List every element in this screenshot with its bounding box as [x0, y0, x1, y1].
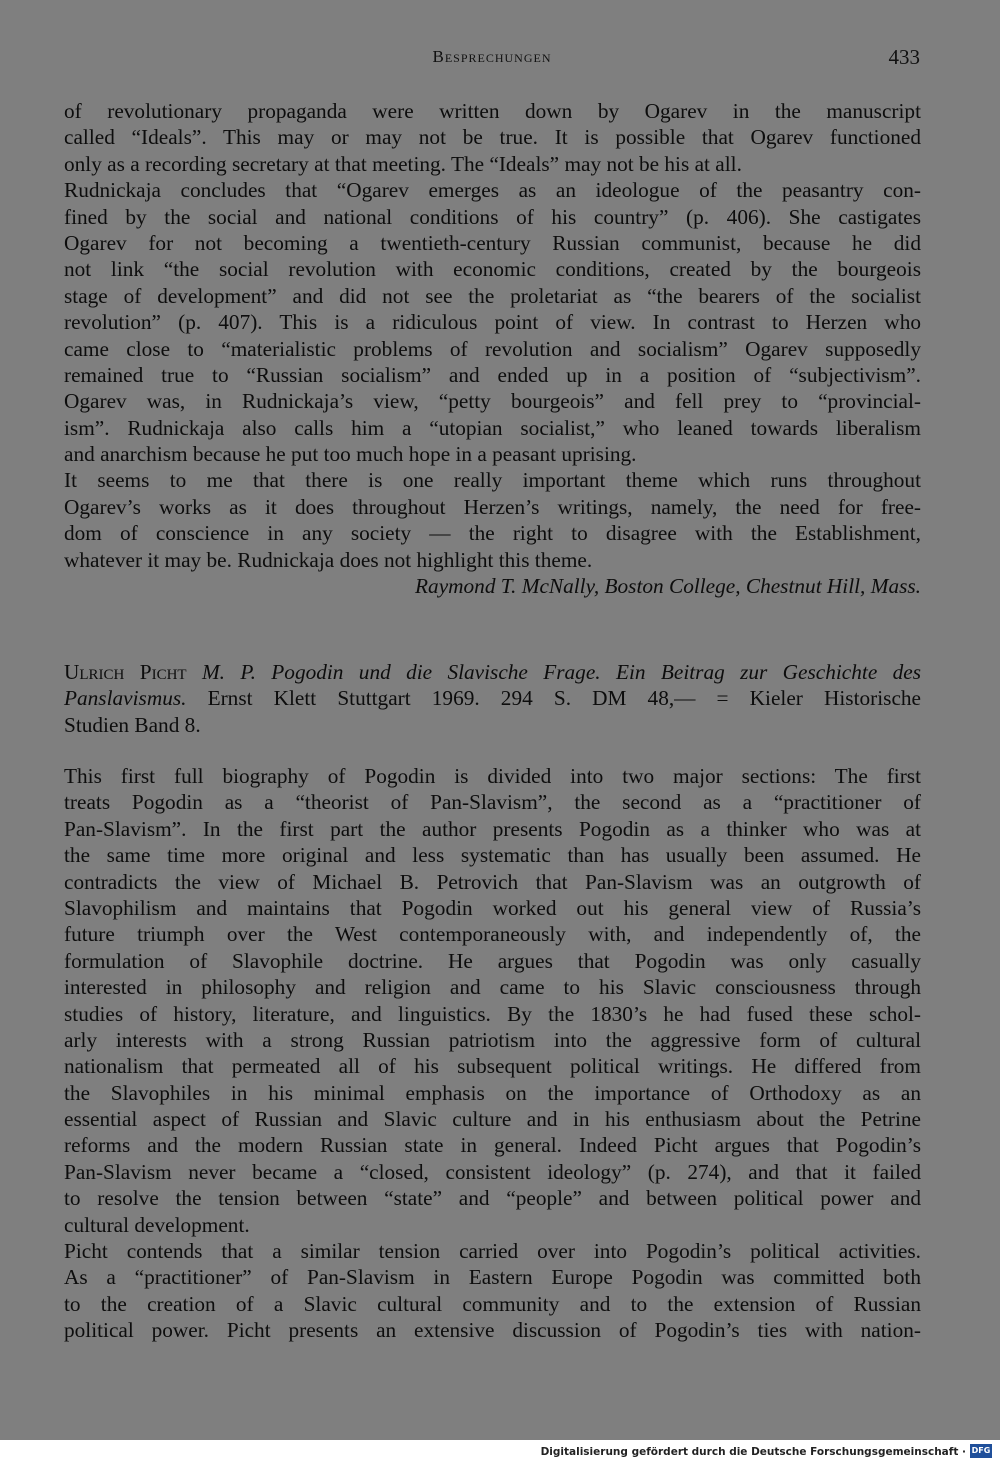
- review-continuation: [64, 98, 921, 599]
- text-line: called “Ideals”. This may or may not be true. It is possible that Ogarev functioned: [64, 125, 921, 150]
- text-line: treats Pogodin as a “theorist of Pan-Slavism”, the second as a “practitioner of: [64, 790, 921, 815]
- text-line: Ogarev for not becoming a twentieth-century Russian communist, because he did: [64, 230, 921, 255]
- text-line: nationalism that permeated all of his subsequent political writings. He differed from: [64, 1054, 921, 1079]
- text-line: formulation of Slavophile doctrine. He argues that Pogodin was only casually: [64, 948, 921, 973]
- text-line: the same time more original and less systematic than has usually been assumed. He: [64, 843, 921, 868]
- text-line: This first full biography of Pogodin is divided into two major sections: The first: [64, 764, 921, 788]
- text-line: fined by the social and national conditions of his country” (p. 406). She castigates: [64, 204, 921, 229]
- text-line: revolution” (p. 407). This is a ridiculous point of view. In contrast to Herzen who: [64, 310, 921, 335]
- text-line: to resolve the tension between “state” and “people” and between political power and: [64, 1186, 921, 1211]
- text-line: Ogarev was, in Rudnickaja’s view, “petty bourgeois” and fell prey to “provincial-: [64, 389, 921, 414]
- text-line: contradicts the view of Michael B. Petrovich that Pan-Slavism was an outgrowth of: [64, 869, 921, 894]
- text-line: future triumph over the West contemporaneously with, and independently of, the: [64, 922, 921, 947]
- text-line: reforms and the modern Russian state in general. Indeed Picht argues that Pogodin’s: [64, 1133, 921, 1158]
- text-line: ism”. Rudnickaja also calls him a “utopian socialist,” who leaned towards liberalism: [64, 415, 921, 440]
- book-citation: [64, 659, 921, 738]
- running-head: Besprechungen: [432, 47, 552, 66]
- text-line: dom of conscience in any society — the right to disagree with the Establishment,: [64, 521, 921, 546]
- text-line: Ogarev’s works as it does throughout Herzen’s writings, namely, the need for free-: [64, 494, 921, 519]
- page-header: [64, 45, 920, 71]
- text-line: not link “the social revolution with economic conditions, created by the bourgeois: [64, 257, 921, 282]
- text-line: Pan-Slavism never became a “closed, consistent ideology” (p. 274), and that it failed: [64, 1159, 921, 1184]
- dfg-logo: DFG: [970, 1444, 992, 1458]
- text-line: and anarchism because he put too much hope in a peasant uprising.: [64, 442, 637, 467]
- footer-bar: [0, 1440, 1000, 1464]
- text-line: It seems to me that there is one really important theme which runs throughout: [64, 468, 921, 493]
- citation-title: M. P. Pogodin und die Slavische Frage. Ein Beitrag zur Geschichte des: [201, 660, 922, 684]
- text-line: of revolutionary propaganda were written down by Ogarev in the manuscript: [64, 99, 921, 123]
- page-number: 433: [888, 45, 920, 69]
- citation-details: Ernst Klett Stuttgart 1969. 294 S. DM 48,— = Kieler Historische: [186, 686, 921, 711]
- text-line: studies of history, literature, and linguistics. By the 1830’s he had fused these schol-: [64, 1001, 921, 1026]
- text-line: to the creation of a Slavic cultural community and to the extension of Russian: [64, 1291, 921, 1316]
- citation-series: Studien Band 8.: [64, 712, 201, 737]
- text-line: cultural development.: [64, 1212, 250, 1237]
- citation-title-cont: Panslavismus.: [64, 686, 187, 711]
- text-line: remained true to “Russian socialism” and ended up in a position of “subjectivism”.: [64, 362, 921, 387]
- text-line: Slavophilism and maintains that Pogodin worked out his general view of Russia’s: [64, 895, 921, 920]
- text-line: Pan-Slavism”. In the first part the author presents Pogodin as a thinker who was at: [64, 816, 921, 841]
- text-line: As a “practitioner” of Pan-Slavism in Eastern Europe Pogodin was committed both: [64, 1265, 921, 1290]
- text-line: only as a recording secretary at that meeting. The “Ideals” may not be his at all.: [64, 151, 742, 176]
- citation-author: Ulrich Picht: [64, 660, 187, 684]
- text-line: came close to “materialistic problems of revolution and socialism” Ogarev supposedly: [64, 336, 921, 361]
- text-line: Rudnickaja concludes that “Ogarev emerges as an ideologue of the peasantry con-: [64, 178, 921, 203]
- text-line: arly interests with a strong Russian patriotism into the aggressive form of cultural: [64, 1027, 921, 1052]
- text-line: stage of development” and did not see the proletariat as “the bearers of the socialist: [64, 283, 921, 308]
- text-line: political power. Picht presents an extensive discussion of Pogodin’s ties with nation-: [64, 1318, 921, 1343]
- text-line: interested in philosophy and religion and came to his Slavic consciousness through: [64, 975, 921, 1000]
- text-line: Picht contends that a similar tension carried over into Pogodin’s political activities.: [64, 1239, 921, 1264]
- text-line: essential aspect of Russian and Slavic culture and in his enthusiasm about the Petrine: [64, 1107, 921, 1132]
- funding-notice: Digitalisierung gefördert durch die Deutsche Forschungsgemeinschaft ·: [540, 1446, 966, 1458]
- text-line: the Slavophiles in his minimal emphasis on the importance of Orthodoxy as an: [64, 1080, 921, 1105]
- text-line: whatever it may be. Rudnickaja does not highlight this theme.: [64, 547, 593, 572]
- reviewer-signature: Raymond T. McNally, Boston College, Chestnut Hill, Mass.: [415, 574, 921, 599]
- review-body: [64, 763, 921, 1344]
